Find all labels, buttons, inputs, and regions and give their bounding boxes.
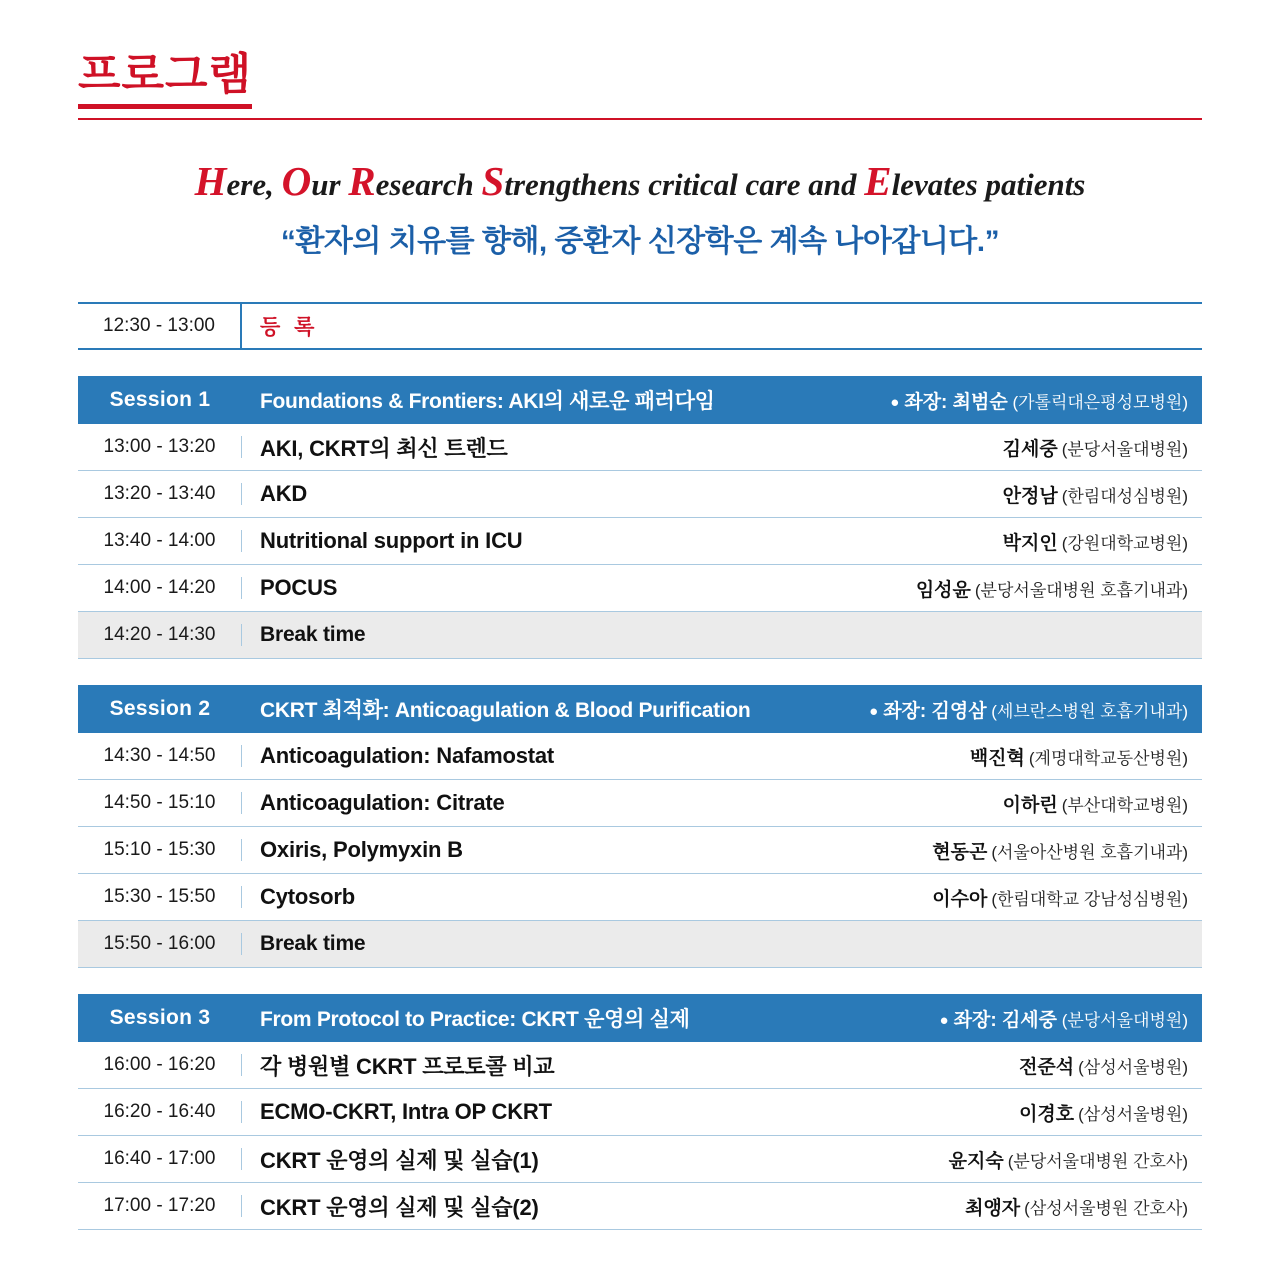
talk-speaker [932, 837, 1202, 864]
speaker-affiliation: (서울아산병원 호흡기내과) [991, 842, 1188, 862]
speaker-affiliation: (계명대학교동산병원) [1028, 748, 1188, 768]
speaker-name: 임성윤 [915, 579, 971, 601]
session-title: Foundations & Frontiers: AKI의 새로운 패러다임 [260, 390, 715, 414]
talk-speaker [1003, 434, 1202, 461]
session-header-3 [78, 994, 1202, 1042]
chair-affiliation: (분당서울대병원) [1057, 1010, 1188, 1030]
speaker-affiliation: (부산대학교병원) [1061, 795, 1188, 815]
table-row [78, 1183, 1202, 1230]
registration-time: 12:30 - 13:00 [78, 304, 242, 348]
speaker-affiliation: (한림대학교 강남성심병원) [991, 889, 1188, 909]
session-number: Session 1 [109, 388, 211, 412]
talk-title: Cytosorb [260, 884, 355, 910]
session-chair [869, 696, 1202, 723]
session-time: 16:00 - 16:20 [78, 1054, 242, 1076]
talk-title: Oxiris, Polymyxin B [260, 837, 463, 863]
schedule-table [78, 302, 1202, 1230]
title-divider [78, 118, 1202, 120]
table-row [78, 304, 1202, 348]
session-number: Session 3 [109, 1006, 211, 1030]
chair-name: 김영삼 [931, 700, 987, 722]
sessions-container [78, 350, 1202, 1230]
registration-block [78, 302, 1202, 350]
page-header [0, 0, 1280, 109]
talk-speaker [1019, 1052, 1202, 1079]
talk-title: Anticoagulation: Nafamostat [260, 743, 555, 769]
break-label: Break time [260, 623, 366, 647]
table-row [78, 1136, 1202, 1183]
table-row [78, 612, 1202, 659]
table-row [78, 471, 1202, 518]
session-chair [890, 387, 1202, 414]
session-chair [940, 1005, 1202, 1032]
talk-title: ECMO-CKRT, Intra OP CKRT [260, 1099, 552, 1125]
talk-speaker [1003, 528, 1202, 555]
talk-title: Anticoagulation: Citrate [260, 790, 505, 816]
speaker-name: 이하린 [1002, 794, 1058, 816]
session-time: 15:10 - 15:30 [78, 839, 242, 861]
chair-label: 좌장: [883, 700, 932, 722]
talk-title: 각 병원별 CKRT 프로토콜 비교 [260, 1053, 555, 1079]
table-row [78, 1042, 1202, 1089]
session-time: 14:00 - 14:20 [78, 577, 242, 599]
talk-title: CKRT 운영의 실제 및 실습(1) [260, 1147, 539, 1173]
talk-speaker [1003, 481, 1202, 508]
session-spacer [78, 659, 1202, 685]
talk-speaker [965, 1193, 1202, 1220]
speaker-name: 현동곤 [932, 841, 988, 863]
talk-title: AKD [260, 481, 308, 507]
slogan-block [0, 157, 1280, 260]
page-title: 프로그램 [78, 52, 252, 109]
speaker-affiliation: (삼성서울병원 간호사) [1024, 1198, 1188, 1218]
talk-speaker [949, 1146, 1202, 1173]
slogan-text-4: levates patients [891, 167, 1086, 203]
table-row [78, 1089, 1202, 1136]
speaker-affiliation: (분당서울대병원) [1061, 439, 1188, 459]
talk-title: Nutritional support in ICU [260, 528, 523, 554]
session-time: 13:00 - 13:20 [78, 436, 242, 458]
talk-speaker [916, 575, 1202, 602]
slogan-text-3: trengthens critical care and [504, 167, 865, 203]
speaker-name: 윤지숙 [948, 1150, 1004, 1172]
session-block-2 [78, 685, 1202, 968]
speaker-name: 최앵자 [965, 1197, 1021, 1219]
bullet-icon: ● [939, 1012, 949, 1030]
session-time: 14:20 - 14:30 [78, 624, 242, 646]
session-time: 13:20 - 13:40 [78, 483, 242, 505]
session-time: 15:30 - 15:50 [78, 886, 242, 908]
speaker-name: 박지인 [1002, 532, 1058, 554]
bullet-icon: ● [869, 703, 879, 721]
speaker-affiliation: (분당서울대병원 간호사) [1007, 1151, 1188, 1171]
speaker-name: 김세중 [1002, 438, 1058, 460]
session-block-3 [78, 994, 1202, 1230]
speaker-affiliation: (분당서울대병원 호흡기내과) [974, 580, 1188, 600]
slogan-text-2: esearch [375, 167, 482, 203]
speaker-name: 안정남 [1002, 485, 1058, 507]
table-row [78, 733, 1202, 780]
slogan-text-0: ere, [226, 167, 282, 203]
session-time: 16:20 - 16:40 [78, 1101, 242, 1123]
session-time: 14:30 - 14:50 [78, 745, 242, 767]
chair-affiliation: (가톨릭대은평성모병원) [1007, 392, 1188, 412]
talk-title: CKRT 운영의 실제 및 실습(2) [260, 1194, 539, 1220]
speaker-affiliation: (삼성서울병원) [1078, 1057, 1188, 1077]
talk-title: AKI, CKRT의 최신 트렌드 [260, 435, 508, 461]
chair-name: 최범순 [952, 391, 1008, 413]
slogan-capital-4: E [864, 158, 892, 205]
session-time: 17:00 - 17:20 [78, 1195, 242, 1217]
table-row [78, 921, 1202, 968]
talk-title: POCUS [260, 575, 338, 601]
speaker-name: 이경호 [1019, 1103, 1075, 1125]
slogan-capital-0: H [194, 158, 227, 205]
session-time: 16:40 - 17:00 [78, 1148, 242, 1170]
bullet-icon: ● [890, 394, 900, 412]
session-number: Session 2 [109, 697, 211, 721]
slogan-korean: “환자의 치유를 향해, 중환자 신장학은 계속 나아갑니다.” [280, 225, 1000, 259]
talk-speaker [1019, 1099, 1202, 1126]
table-row [78, 780, 1202, 827]
chair-label: 좌장: [904, 391, 953, 413]
table-row [78, 565, 1202, 612]
registration-label: 등 록 [260, 316, 319, 340]
session-title: CKRT 최적화: Anticoagulation & Blood Purification [260, 699, 751, 723]
session-spacer [78, 968, 1202, 994]
speaker-name: 이수아 [932, 888, 988, 910]
session-title: From Protocol to Practice: CKRT 운영의 실제 [260, 1008, 690, 1032]
session-time: 13:40 - 14:00 [78, 530, 242, 552]
table-row [78, 424, 1202, 471]
talk-speaker [1003, 790, 1202, 817]
talk-speaker [932, 884, 1202, 911]
session-time: 14:50 - 15:10 [78, 792, 242, 814]
table-row [78, 518, 1202, 565]
slogan-capital-2: R [348, 158, 376, 205]
chair-affiliation: (세브란스병원 호흡기내과) [986, 701, 1188, 721]
talk-speaker [970, 743, 1202, 770]
session-header-2 [78, 685, 1202, 733]
table-row [78, 874, 1202, 921]
speaker-name: 전준석 [1019, 1056, 1075, 1078]
slogan-capital-1: O [281, 158, 312, 205]
session-block-1 [78, 376, 1202, 659]
table-row [78, 827, 1202, 874]
chair-label: 좌장: [953, 1009, 1002, 1031]
speaker-affiliation: (한림대성심병원) [1061, 486, 1188, 506]
chair-name: 김세중 [1001, 1009, 1057, 1031]
speaker-affiliation: (삼성서울병원) [1078, 1104, 1188, 1124]
slogan-text-1: ur [311, 167, 349, 203]
slogan-capital-3: S [481, 158, 505, 205]
session-time: 15:50 - 16:00 [78, 933, 242, 955]
slogan-english [0, 157, 1280, 206]
speaker-affiliation: (강원대학교병원) [1061, 533, 1188, 553]
break-label: Break time [260, 932, 366, 956]
session-spacer [78, 350, 1202, 376]
speaker-name: 백진혁 [969, 747, 1025, 769]
session-header-1 [78, 376, 1202, 424]
